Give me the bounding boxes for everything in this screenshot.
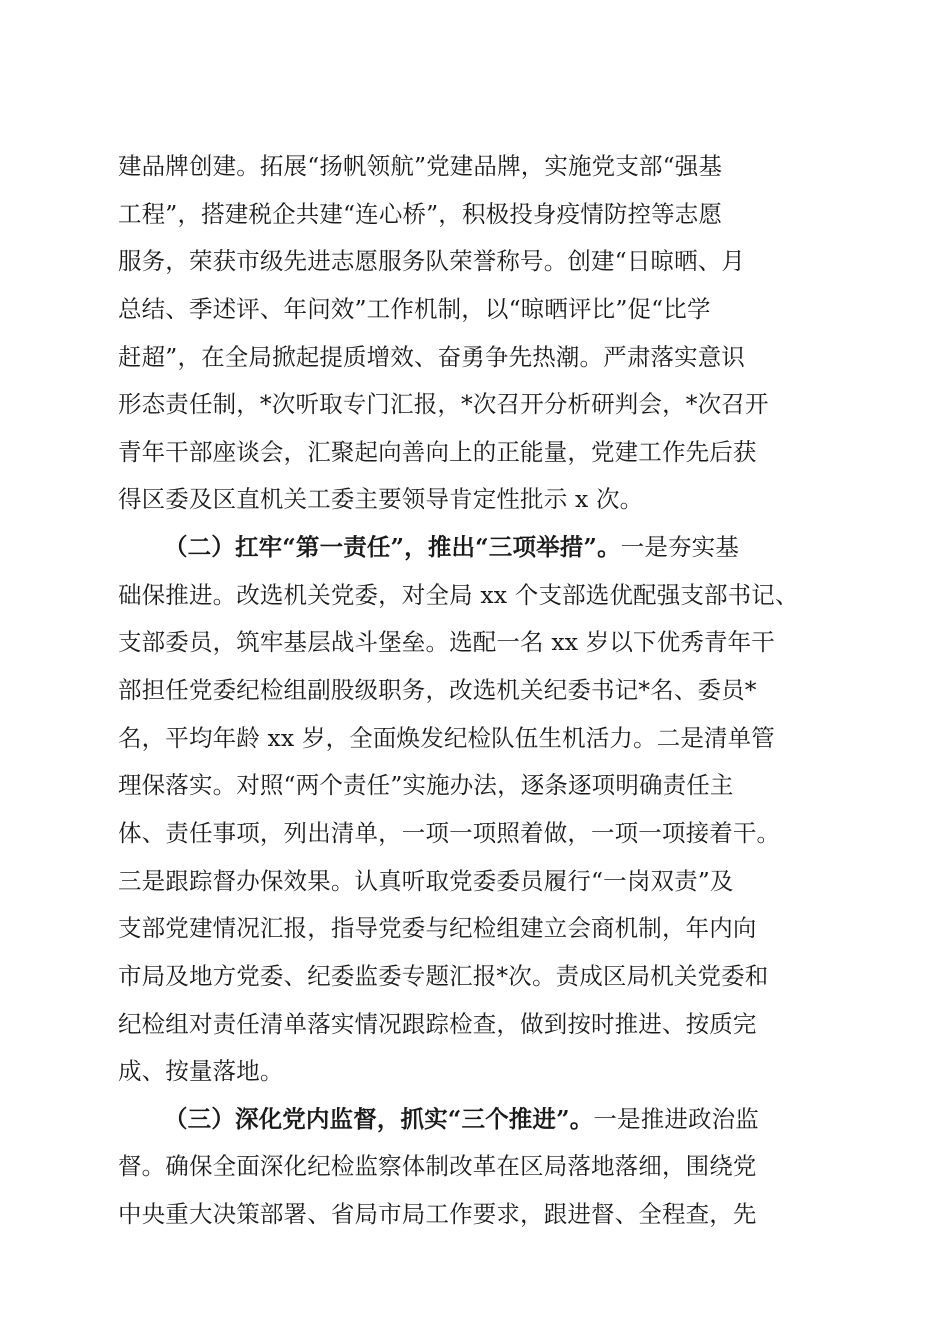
text-line: 支部委员，筑牢基层战斗堡垒。选配一名 xx 岁以下优秀青年干 xyxy=(118,628,775,657)
paragraph-internal-supervision xyxy=(118,1096,840,1239)
text-line: 理保落实。对照“两个责任”实施办法，逐条逐项明确责任主 xyxy=(118,771,734,800)
paragraph-party-brand xyxy=(118,143,840,524)
section-heading: （三）深化党内监督，抓实“三个推进”。 xyxy=(164,1104,594,1133)
text-line: 中央重大决策部署、省局市局工作要求，跟进督、全程查，先 xyxy=(118,1200,757,1229)
text-line: 市局及地方党委、纪委监委专题汇报*次。责成区局机关党委和 xyxy=(118,961,769,990)
text-line: 督。确保全面深化纪检监察体制改革在区局落地落细，围绕党 xyxy=(118,1152,757,1181)
text-line: 服务，荣获市级先进志愿服务队荣誉称号。创建“日晾晒、月 xyxy=(118,247,746,276)
text-line: 得区委及区直机关工委主要领导肯定性批示 x 次。 xyxy=(118,485,644,514)
text-line: 础保推进。改选机关党委，对全局 xx 个支部选优配强支部书记、 xyxy=(118,580,799,609)
text-line: 青年干部座谈会，汇聚起向善向上的正能量，党建工作先后获 xyxy=(118,437,757,466)
paragraph-first-responsibility xyxy=(118,524,840,1096)
text-line: 名，平均年龄 xx 岁，全面焕发纪检队伍生机活力。二是清单管 xyxy=(118,723,775,752)
paragraph-first-line xyxy=(118,1096,840,1144)
document-body xyxy=(118,143,840,1239)
text-line: 总结、季述评、年问效”工作机制，以“晾晒评比”促“比学 xyxy=(118,294,711,323)
text-span: 一是夯实基 xyxy=(620,533,739,562)
text-line: 成、按量落地。 xyxy=(118,1057,284,1086)
text-span: 一是推进政治监 xyxy=(593,1104,759,1133)
text-line: 赶超”，在全局掀起提质增效、奋勇争先热潮。严肃落实意识 xyxy=(118,342,746,371)
paragraph-first-line xyxy=(118,524,840,572)
text-line: 三是跟踪督办保效果。认真听取党委委员履行“一岗双责”及 xyxy=(118,866,734,895)
text-line: 建品牌创建。拓展“扬帆领航”党建品牌，实施党支部“强基 xyxy=(118,152,723,180)
text-line: 部担任党委纪检组副股级职务，改选机关纪委书记*名、委员* xyxy=(118,676,757,705)
text-line: 支部党建情况汇报，指导党委与纪检组建立会商机制，年内向 xyxy=(118,914,757,943)
text-line: 形态责任制，*次听取专门汇报，*次召开分析研判会，*次召开 xyxy=(118,390,769,419)
text-line: 工程”，搭建税企共建“连心桥”，积极投身疫情防控等志愿 xyxy=(118,199,723,228)
section-heading: （二）扛牢“第一责任”，推出“三项举措”。 xyxy=(164,533,621,562)
text-line: 体、责任事项，列出清单，一项一项照着做，一项一项接着干。 xyxy=(118,818,781,847)
text-line: 纪检组对责任清单落实情况跟踪检查，做到按时推进、按质完 xyxy=(118,1009,757,1038)
